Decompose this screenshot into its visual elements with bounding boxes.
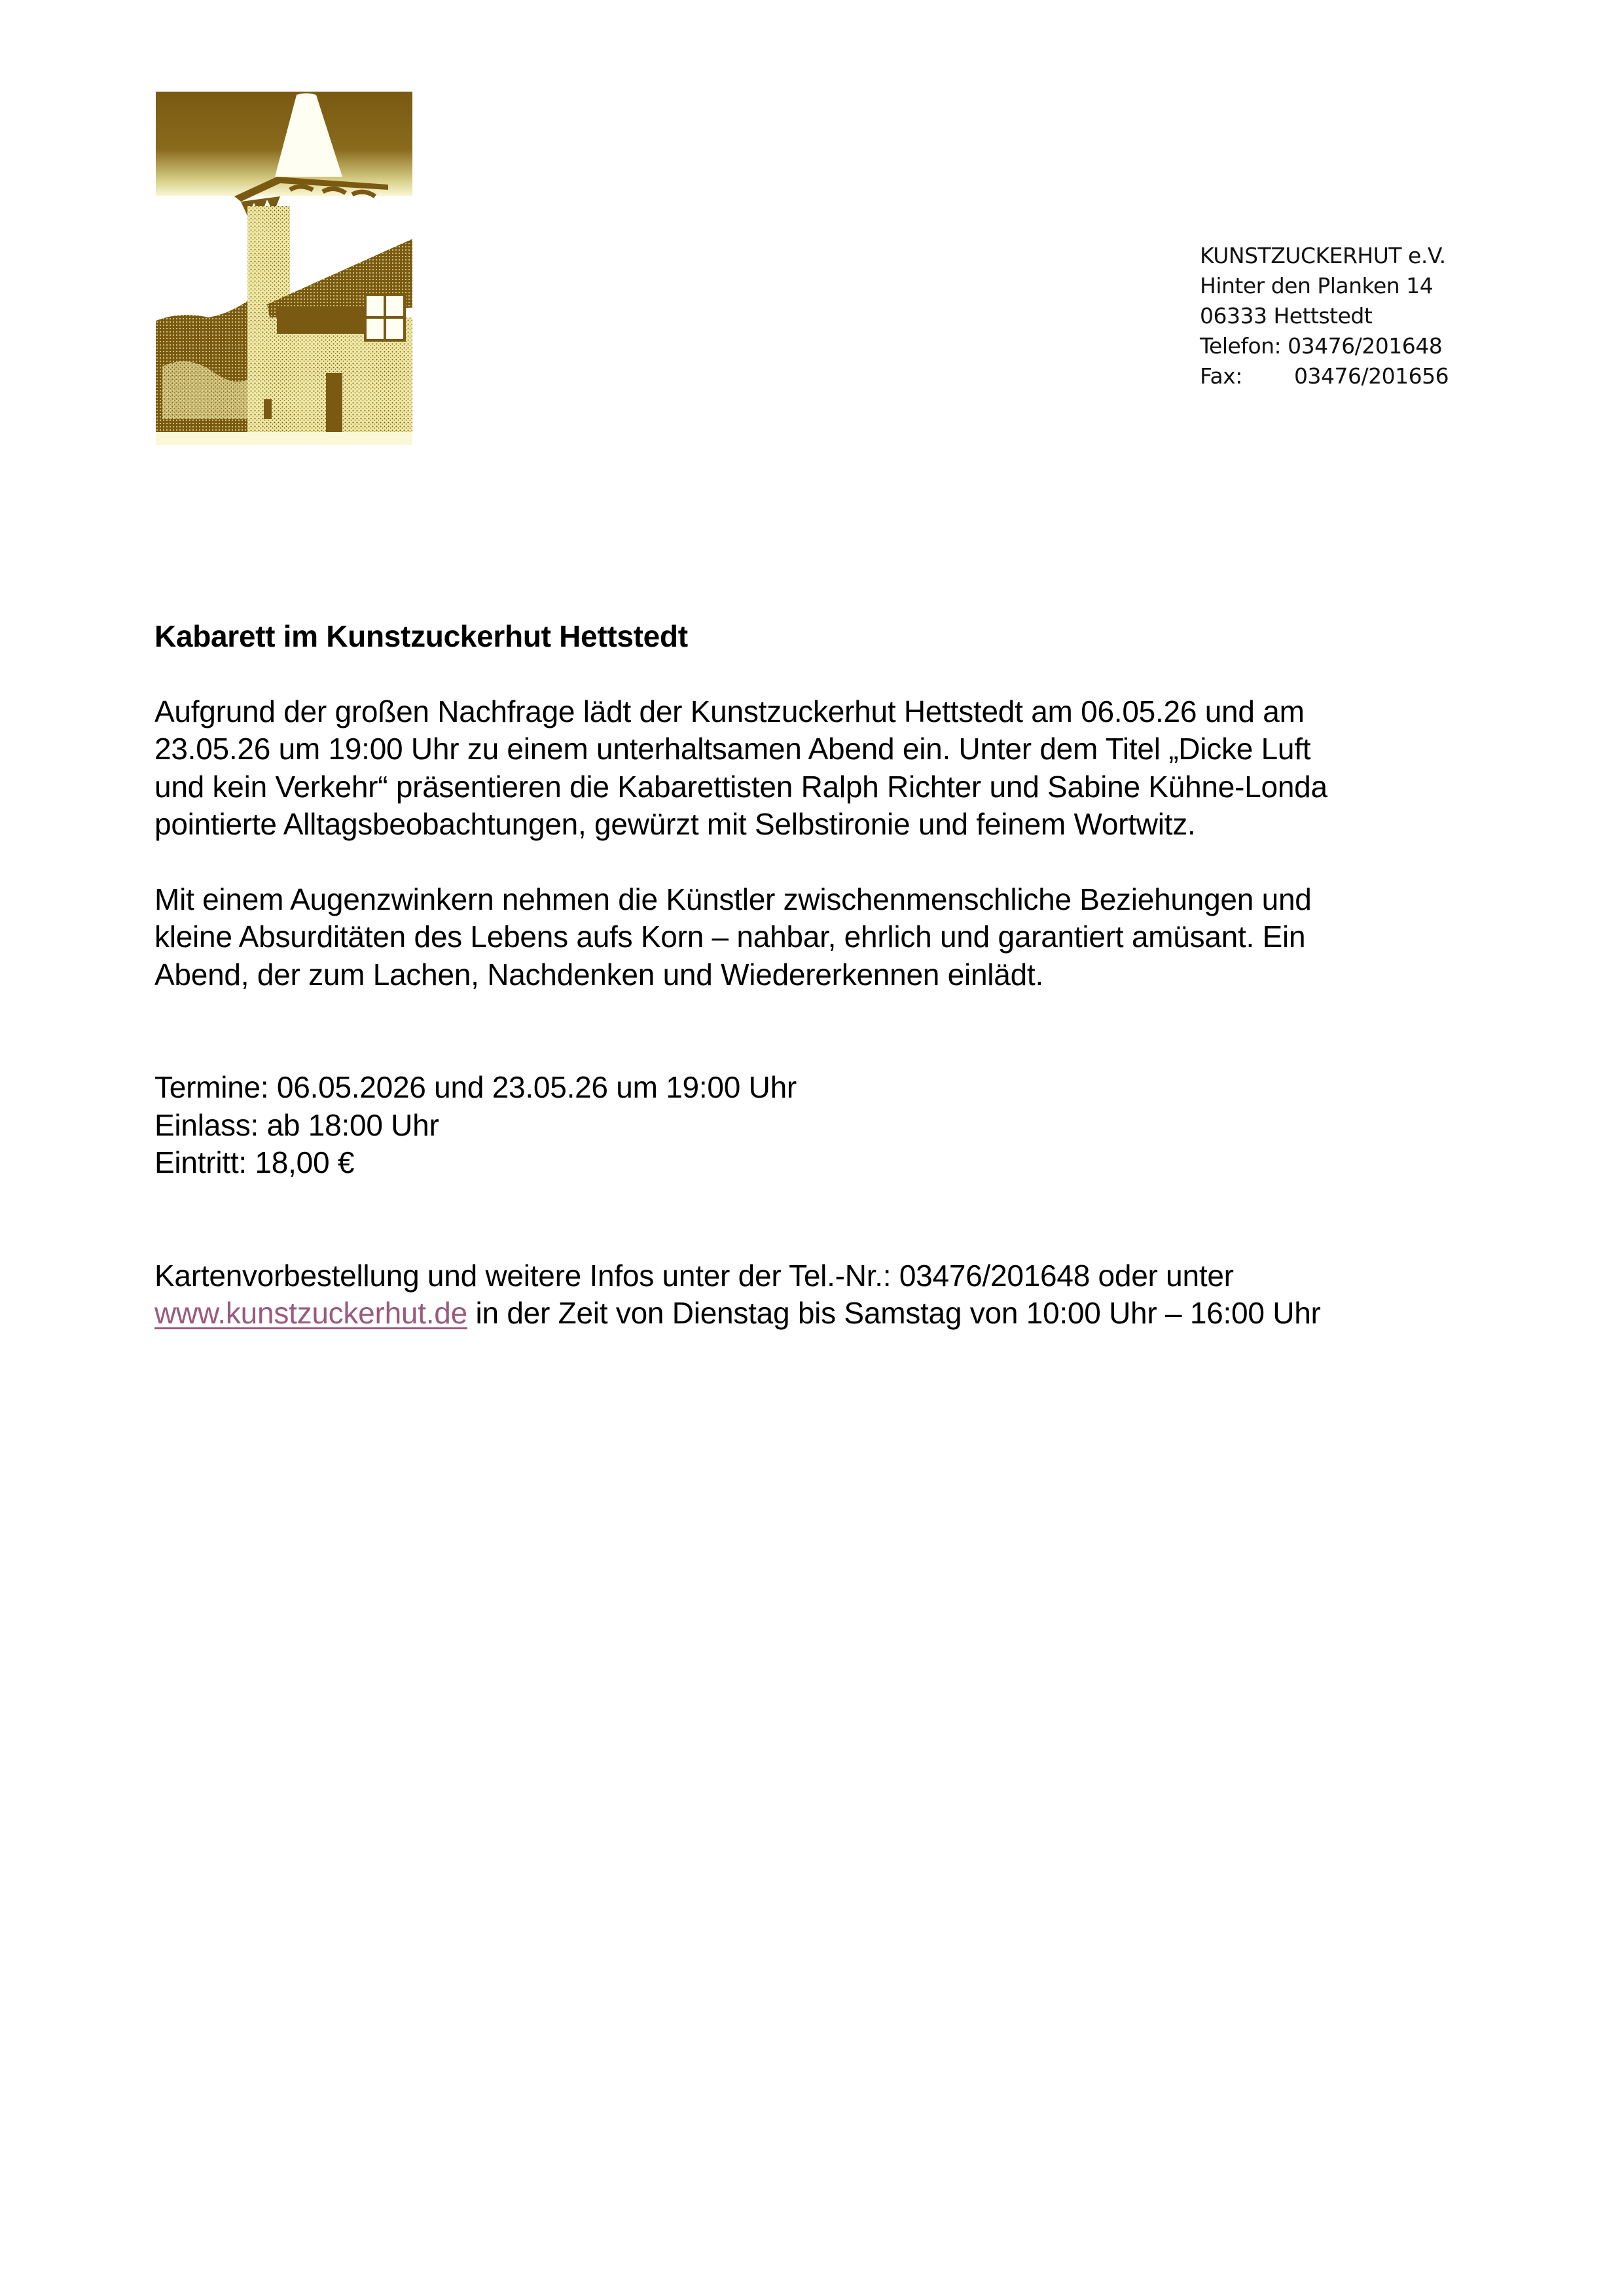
phone-number: 03476/201648 [1288, 333, 1443, 359]
paragraph-line: pointierte Alltagsbeobachtungen, gewürzt mit Selbstironie und feinem Wortwitz. [154, 807, 1196, 841]
logo-tower-illustration [156, 92, 412, 448]
event-dates: Termine: 06.05.2026 und 23.05.26 um 19:00 Uhr [154, 1070, 797, 1104]
paragraph-line: Abend, der zum Lachen, Nachdenken und Wiedererkennen einlädt. [154, 957, 1043, 992]
phone-line [1200, 331, 1449, 361]
website-link[interactable]: www.kunstzuckerhut.de [154, 1296, 467, 1330]
paragraph-line: Aufgrund der großen Nachfrage lädt der Kunstzuckerhut Hettstedt am 06.05.26 und am [154, 694, 1305, 728]
paragraph-line: kleine Absurditäten des Lebens aufs Korn – nahbar, ehrlich und garantiert amüsant. Ein [154, 920, 1306, 954]
phone-label: Telefon: [1200, 333, 1282, 359]
fax-number: 03476/201656 [1294, 363, 1449, 389]
event-price: Eintritt: 18,00 € [154, 1145, 355, 1179]
contact-line-2 [154, 1295, 1477, 1333]
fax-line [1200, 361, 1449, 391]
organization-name: KUNSTZUCKERHUT e.V. [1200, 243, 1446, 268]
tower-icon [156, 92, 412, 448]
postal-city: 06333 Hettstedt [1200, 303, 1373, 329]
paragraph-line: Mit einem Augenzwinkern nehmen die Künstler zwischenmenschliche Beziehungen und [154, 882, 1312, 916]
paragraph-line: und kein Verkehr“ präsentieren die Kabarettisten Ralph Richter und Sabine Kühne-Londa [154, 769, 1327, 804]
paragraph-line: 23.05.26 um 19:00 Uhr zu einem unterhaltsamen Abend ein. Unter dem Titel „Dicke Luft [154, 732, 1311, 766]
event-details [154, 1069, 1477, 1182]
sender-address-block [1200, 241, 1449, 391]
street-address: Hinter den Planken 14 [1200, 273, 1434, 298]
contact-line-1: Kartenvorbestellung und weitere Infos unter der Tel.-Nr.: 03476/201648 oder unter [154, 1258, 1234, 1293]
fax-label: Fax: [1200, 363, 1242, 389]
paragraph-intro [154, 693, 1477, 844]
event-admission: Einlass: ab 18:00 Uhr [154, 1107, 439, 1142]
ticket-contact-info [154, 1257, 1477, 1333]
article-title: Kabarett im Kunstzuckerhut Hettstedt [154, 619, 688, 653]
contact-hours: in der Zeit von Dienstag bis Samstag von 10:00 Uhr – 16:00 Uhr [467, 1296, 1321, 1330]
paragraph-description [154, 881, 1477, 994]
article-body [154, 618, 1477, 1333]
